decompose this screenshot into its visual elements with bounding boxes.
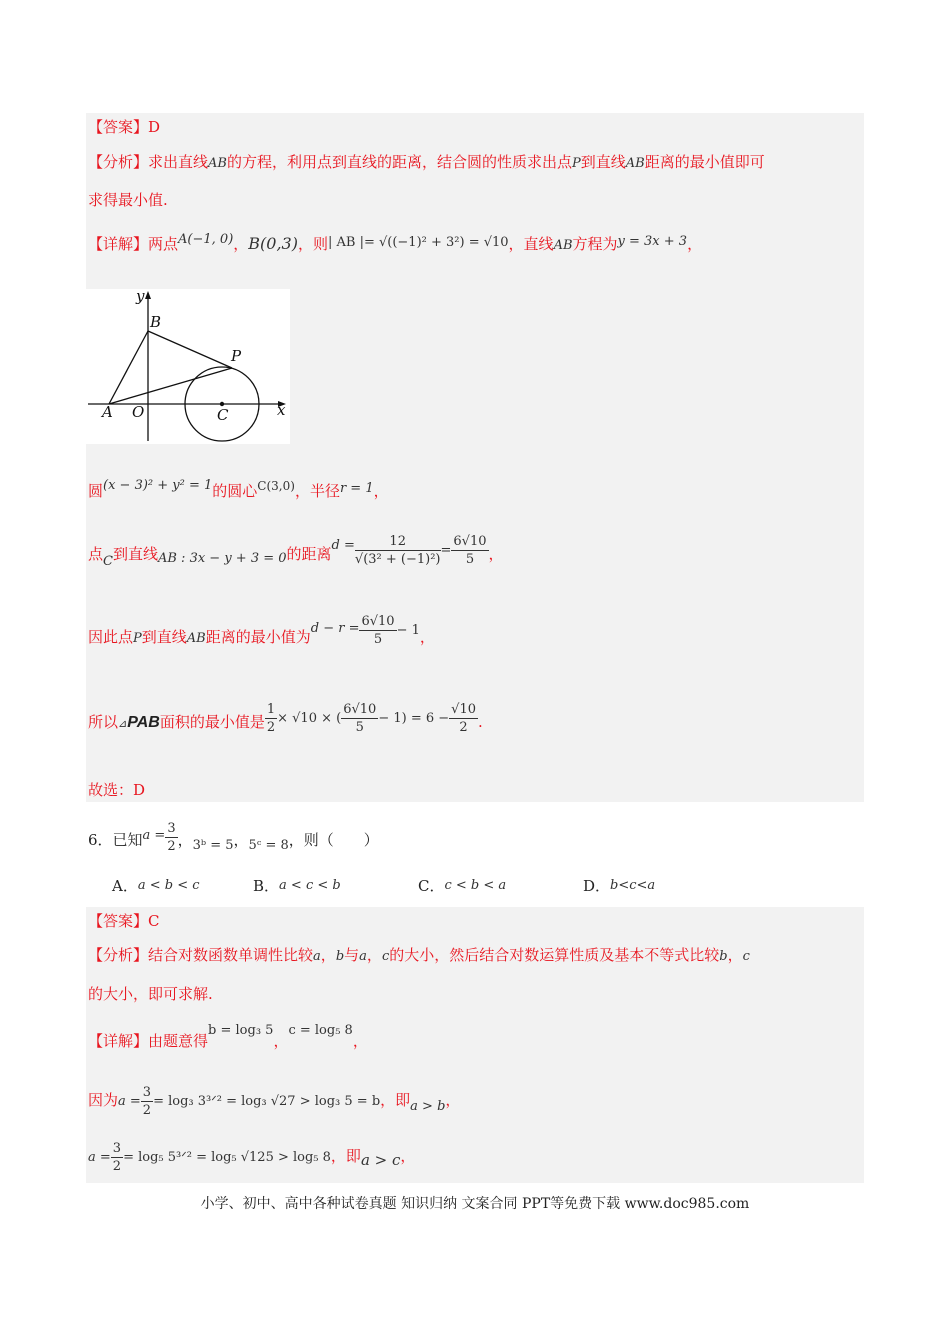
option-d[interactable] [583, 875, 655, 896]
detail-tag: 【详解】 [88, 235, 149, 253]
math-log-chain: = log₅ 5³ᐟ² = log₅ √125 > log₅ 8 [123, 1150, 331, 1165]
math-d: d = [331, 538, 355, 553]
fraction-numerator: √10 [451, 701, 476, 717]
option-value: b<c<a [610, 878, 656, 893]
math-circle-center: C(3,0) [257, 479, 295, 493]
geometry-figure [86, 289, 290, 444]
area-text: 面积的最小值是 [159, 713, 265, 731]
separator: ， [366, 946, 382, 964]
separator: ， [177, 831, 193, 849]
math-b-log: b = log₃ 5 [208, 1023, 274, 1038]
min-text: 距离的最小值为 [205, 628, 311, 646]
fraction-denominator: 2 [266, 719, 276, 735]
fraction-numerator: 3 [142, 1084, 152, 1100]
separator: ， [320, 946, 336, 964]
analysis-text: 与 [344, 946, 360, 964]
second-text: ，即 [330, 1147, 361, 1165]
q5-area-line [88, 702, 483, 742]
math-circle-equation: (x − 3)² + y² = 1 [103, 478, 213, 493]
math-equals: = [440, 543, 452, 558]
math-p: P [572, 156, 581, 171]
fraction-denominator: 5 [373, 631, 383, 647]
area-text: 所以 [88, 713, 119, 731]
option-value: c < b < a [444, 878, 507, 893]
option-label: C． [418, 877, 445, 895]
math-minus-one: − 1 [396, 623, 420, 638]
distance-text: 的距离 [286, 545, 332, 563]
math-c: c [381, 949, 390, 964]
separator: ， [400, 1147, 416, 1165]
fraction-numerator: 12 [355, 533, 441, 551]
option-label: A． [112, 877, 138, 895]
analysis-text: 距离的最小值即可 [644, 153, 765, 171]
separator: . [477, 713, 483, 731]
analysis-text: 结合对数函数单调性比较 [148, 946, 314, 964]
answer-tag: 【答案】 [88, 912, 149, 930]
fraction-denominator: 2 [459, 719, 468, 735]
page-footer: 小学、初中、高中各种试卷真题 知识归纳 文案合同 PPT等免费下载 www.doc985.com [200, 1196, 750, 1212]
separator: ， [352, 1032, 368, 1050]
label-c: C [217, 406, 229, 424]
stem-text: ，则（ ） [288, 831, 379, 849]
q5-min-line [88, 613, 435, 657]
fraction-area-result [449, 701, 478, 736]
math-b: b [335, 949, 345, 964]
answer-value: D [148, 118, 161, 136]
label-b: B [150, 313, 162, 331]
detail-text: ，则 [297, 235, 328, 253]
detail-text: 方程为 [572, 235, 618, 253]
math-a: a = [88, 1150, 111, 1165]
q5-choose-line: 故选：D [88, 781, 146, 799]
q6-second-line [88, 1136, 415, 1176]
fraction-numerator: 6√10 [343, 701, 377, 717]
fraction-numerator: 1 [266, 701, 276, 717]
circle-text: 的圆心 [212, 482, 258, 500]
q6-stem [88, 820, 379, 860]
analysis-text: 到直线 [580, 153, 626, 171]
fraction-a [165, 820, 177, 855]
fraction-denominator: 5 [465, 551, 475, 567]
fraction-half [265, 701, 277, 736]
q5-analysis-line-2: 求得最小值. [88, 191, 168, 209]
math-ab-length: | AB |= √((−1)² + 3²) = √10 [327, 235, 509, 250]
distance-text: 点 [88, 545, 104, 563]
fraction-denominator: 2 [112, 1158, 122, 1174]
detail-text: 两点 [148, 235, 179, 253]
because-text: ，即 [380, 1091, 411, 1109]
math-d-minus-r: d − r = [310, 621, 360, 636]
math-result: a > b [410, 1099, 446, 1114]
circle-text: ，半径 [294, 482, 340, 500]
separator: ， [488, 545, 504, 563]
math-area-mid2: − 1) = 6 − [378, 711, 450, 726]
q5-detail-line [88, 234, 702, 256]
q6-answer-line [88, 911, 160, 931]
stem-text: 6．已知 [88, 831, 143, 849]
option-value: a < b < c [137, 878, 200, 893]
option-label: D． [583, 877, 611, 895]
label-y: y [136, 289, 145, 305]
q5-circle-line [88, 478, 389, 503]
q6-analysis-line-2: 的大小，即可求解. [88, 985, 213, 1003]
label-p: P [231, 347, 242, 365]
fraction-three-halves [111, 1140, 123, 1175]
fraction-denominator: 2 [142, 1102, 152, 1118]
option-b[interactable] [253, 875, 341, 896]
separator: ， [445, 1091, 461, 1109]
math-point-b: B(0,3) [248, 234, 298, 253]
fraction-denominator: 5 [355, 719, 364, 735]
math-a: a = [142, 828, 166, 843]
separator: ， [373, 482, 389, 500]
fraction-three-halves [141, 1084, 153, 1119]
option-value: a < c < b [279, 878, 341, 893]
separator: ， [687, 235, 703, 253]
math-p: P [133, 631, 142, 646]
option-label: B． [253, 877, 280, 895]
math-area-mid: × √10 × ( [277, 711, 342, 726]
q6-detail-line [88, 1023, 368, 1053]
separator: ， [273, 1032, 289, 1050]
distance-text: 到直线 [112, 545, 158, 563]
fraction-numerator: 6√10 [453, 533, 487, 549]
analysis-text: 求出直线 [148, 153, 209, 171]
min-text: 到直线 [141, 628, 187, 646]
separator: ， [233, 831, 249, 849]
figure-background [86, 289, 290, 444]
label-a: A [102, 403, 113, 421]
q5-analysis-line [88, 152, 765, 174]
fraction-numerator: 3 [167, 820, 176, 836]
label-x: x [277, 401, 286, 419]
option-a[interactable] [112, 875, 200, 896]
fraction-numerator: 3 [112, 1140, 122, 1156]
triangle-symbol: ⊿ [118, 717, 128, 730]
q5-answer-line [88, 117, 160, 137]
math-log-chain: = log₃ 3³ᐟ² = log₃ √27 > log₃ 5 = b [153, 1094, 381, 1109]
fraction-denominator: 2 [167, 838, 176, 854]
separator: ， [727, 946, 743, 964]
label-o: O [132, 403, 145, 421]
math-ab: AB [553, 238, 573, 253]
min-text: 因此点 [88, 628, 134, 646]
detail-text: 由题意得 [148, 1032, 209, 1050]
math-line-ab: AB : 3x − y + 3 = 0 [157, 551, 287, 566]
math-result: a > c [360, 1151, 401, 1169]
math-a: a = [118, 1094, 141, 1109]
detail-text: ，直线 [508, 235, 554, 253]
fraction-numerator: 6√10 [361, 613, 395, 629]
math-point-a: A(−1, 0) [178, 232, 234, 247]
q6-analysis-line [88, 945, 750, 967]
math-ab: AB [186, 631, 206, 646]
math-c: C [103, 554, 113, 569]
solution-block-q5 [86, 113, 864, 802]
analysis-tag: 【分析】 [88, 946, 149, 964]
q6-because-line [88, 1080, 460, 1120]
fraction-min [359, 613, 396, 648]
math-b: b [719, 949, 728, 964]
math-c-log: c = log₅ 8 [288, 1023, 353, 1038]
option-c[interactable] [418, 875, 506, 896]
math-radius: r = 1 [339, 481, 374, 496]
math-pab: PAB [127, 714, 160, 731]
math-c-def: 5ᶜ = 8 [248, 838, 289, 853]
answer-value: C [148, 912, 160, 930]
fraction-denominator: √(3² + (−1)²) [354, 551, 441, 567]
detail-tag: 【详解】 [88, 1032, 149, 1050]
analysis-text: 的大小，然后结合对数运算性质及基本不等式比较 [389, 946, 720, 964]
analysis-tag: 【分析】 [88, 153, 149, 171]
analysis-text: 的方程，利用点到直线的距离，结合圆的性质求出点 [226, 153, 572, 171]
fraction-distance-result [451, 533, 488, 568]
math-a: a [359, 949, 367, 964]
circle-text: 圆 [88, 482, 104, 500]
math-line-equation: y = 3x + 3 [617, 234, 688, 249]
math-c: c [742, 949, 750, 964]
separator: ， [233, 235, 249, 253]
math-b-def: 3ᵇ = 5 [192, 838, 234, 853]
because-text: 因为 [88, 1091, 119, 1109]
q5-distance-line [88, 534, 504, 574]
math-ab: AB [625, 156, 645, 171]
answer-tag: 【答案】 [88, 118, 149, 136]
fraction-distance [355, 533, 441, 568]
separator: ， [419, 628, 435, 646]
fraction-area [341, 701, 378, 736]
math-a: a [313, 949, 321, 964]
math-ab: AB [208, 156, 227, 171]
